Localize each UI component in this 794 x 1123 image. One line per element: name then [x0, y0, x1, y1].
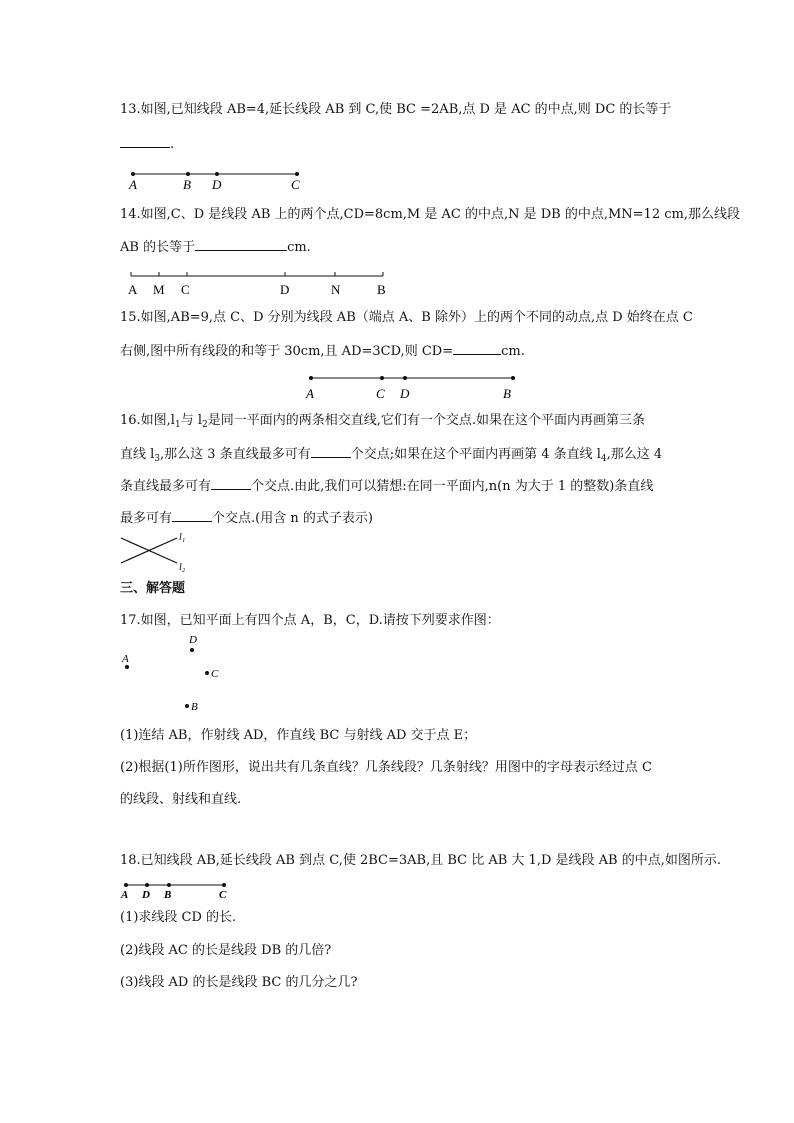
q15-label-d: D [400, 386, 410, 401]
q18-label-c: C [219, 889, 227, 901]
q13-text-line1: 13.如图,已知线段 AB=4,延长线段 AB 到 C,使 BC =2AB,点 D 是 AC 的中点,则 DC 的长等于 [120, 102, 672, 117]
q13-label-b: B [183, 177, 191, 192]
q13-label-d: D [212, 177, 222, 192]
q13-label-a: A [129, 177, 137, 192]
q17-part1: (1)连结 AB，作射线 AD，作直线 BC 与射线 AD 交于点 E； [120, 728, 477, 743]
q14-text-line2: AB 的长等于 cm. [120, 237, 311, 257]
q18-text-line1: 18.已知线段 AB,延长线段 AB 到点 C,使 2BC=3AB,且 BC 比 AB 大 1,D 是线段 AB 的中点,如图所示. [120, 853, 721, 868]
q14-label-b: B [377, 282, 386, 297]
q14-label-n: N [331, 282, 341, 297]
q18-label-d: D [142, 889, 150, 901]
q18-part1: (1)求线段 CD 的长. [120, 910, 237, 925]
q17-part2-line2: 的线段、射线和直线. [120, 792, 242, 807]
q16-label-l2: l₂ [179, 562, 186, 573]
q13-label-c: C [291, 177, 300, 192]
q18-point-d [145, 883, 149, 887]
q17-part2-line1: (2)根据(1)所作图形，说出共有几条直线？几条线段？几条射线？用图中的字母表示经过点 C [120, 760, 652, 775]
q18-label-b: B [164, 889, 172, 901]
q15-label-a: A [306, 386, 314, 401]
q15-label-b: B [503, 386, 511, 401]
q16-text-line4: 最多可有 个交点.(用含 n 的式子表示) [120, 508, 373, 528]
q14-text-line1: 14.如图,C、D 是线段 AB 上的两个点,CD=8cm,M 是 AC 的中点,N 是 DB 的中点,MN=12 cm,那么线段 [120, 207, 740, 222]
q14-label-c: C [181, 282, 190, 297]
q14-label-a: A [128, 282, 138, 297]
q18-part3: (3)线段 AD 的长是线段 BC 的几分之几? [120, 975, 358, 990]
q17-label-b: B [191, 701, 198, 713]
q16-text-line1: 16.如图$,l_1$与 $l_2$是同一平面内的两条相交直线,它们有一个交点.如果在这个平面内再画第三条 [120, 413, 645, 430]
q14-label-d: D [280, 282, 290, 297]
q18-part2: (2)线段 AC 的长是线段 DB 的几倍? [120, 943, 332, 958]
q14-label-m: M [153, 282, 165, 297]
section-heading: 三、解答题 [120, 581, 186, 596]
q18-point-a [124, 883, 128, 887]
q15-text-line1: 15.如图,AB=9,点 C、D 分别为线段 AB（端点 A、B 除外）上的两个不同的动点,点 D 始终在点 C [120, 310, 693, 325]
q17-text-line1: 17.如图，已知平面上有四个点 A，B，C，D.请按下列要求作图： [120, 613, 500, 628]
q17-label-d: D [189, 634, 197, 646]
q16-text-line2: 直线 $l_3$,那么这 3 条直线最多可有 个交点;如果在这个平面内再画第 4 条直线 $l_4$,那么这 4 [120, 444, 662, 468]
q15-label-c: C [376, 386, 385, 401]
q18-point-b [167, 883, 171, 887]
q18-point-c [222, 883, 226, 887]
q16-label-l1: l₁ [179, 532, 186, 543]
q16-text-line3: 条直线最多可有 个交点.由此,我们可以猜想:在同一平面内,n(n 为大于 1 的整数)条直线 [120, 476, 653, 496]
q18-label-a: A [121, 889, 129, 901]
q15-text-line2: 右侧,图中所有线段的和等于 30cm,且 AD=3CD,则 CD= cm. [120, 341, 525, 361]
q17-label-a: A [122, 653, 129, 665]
q13-text-line2: . [120, 134, 174, 154]
q17-label-c: C [211, 668, 219, 680]
